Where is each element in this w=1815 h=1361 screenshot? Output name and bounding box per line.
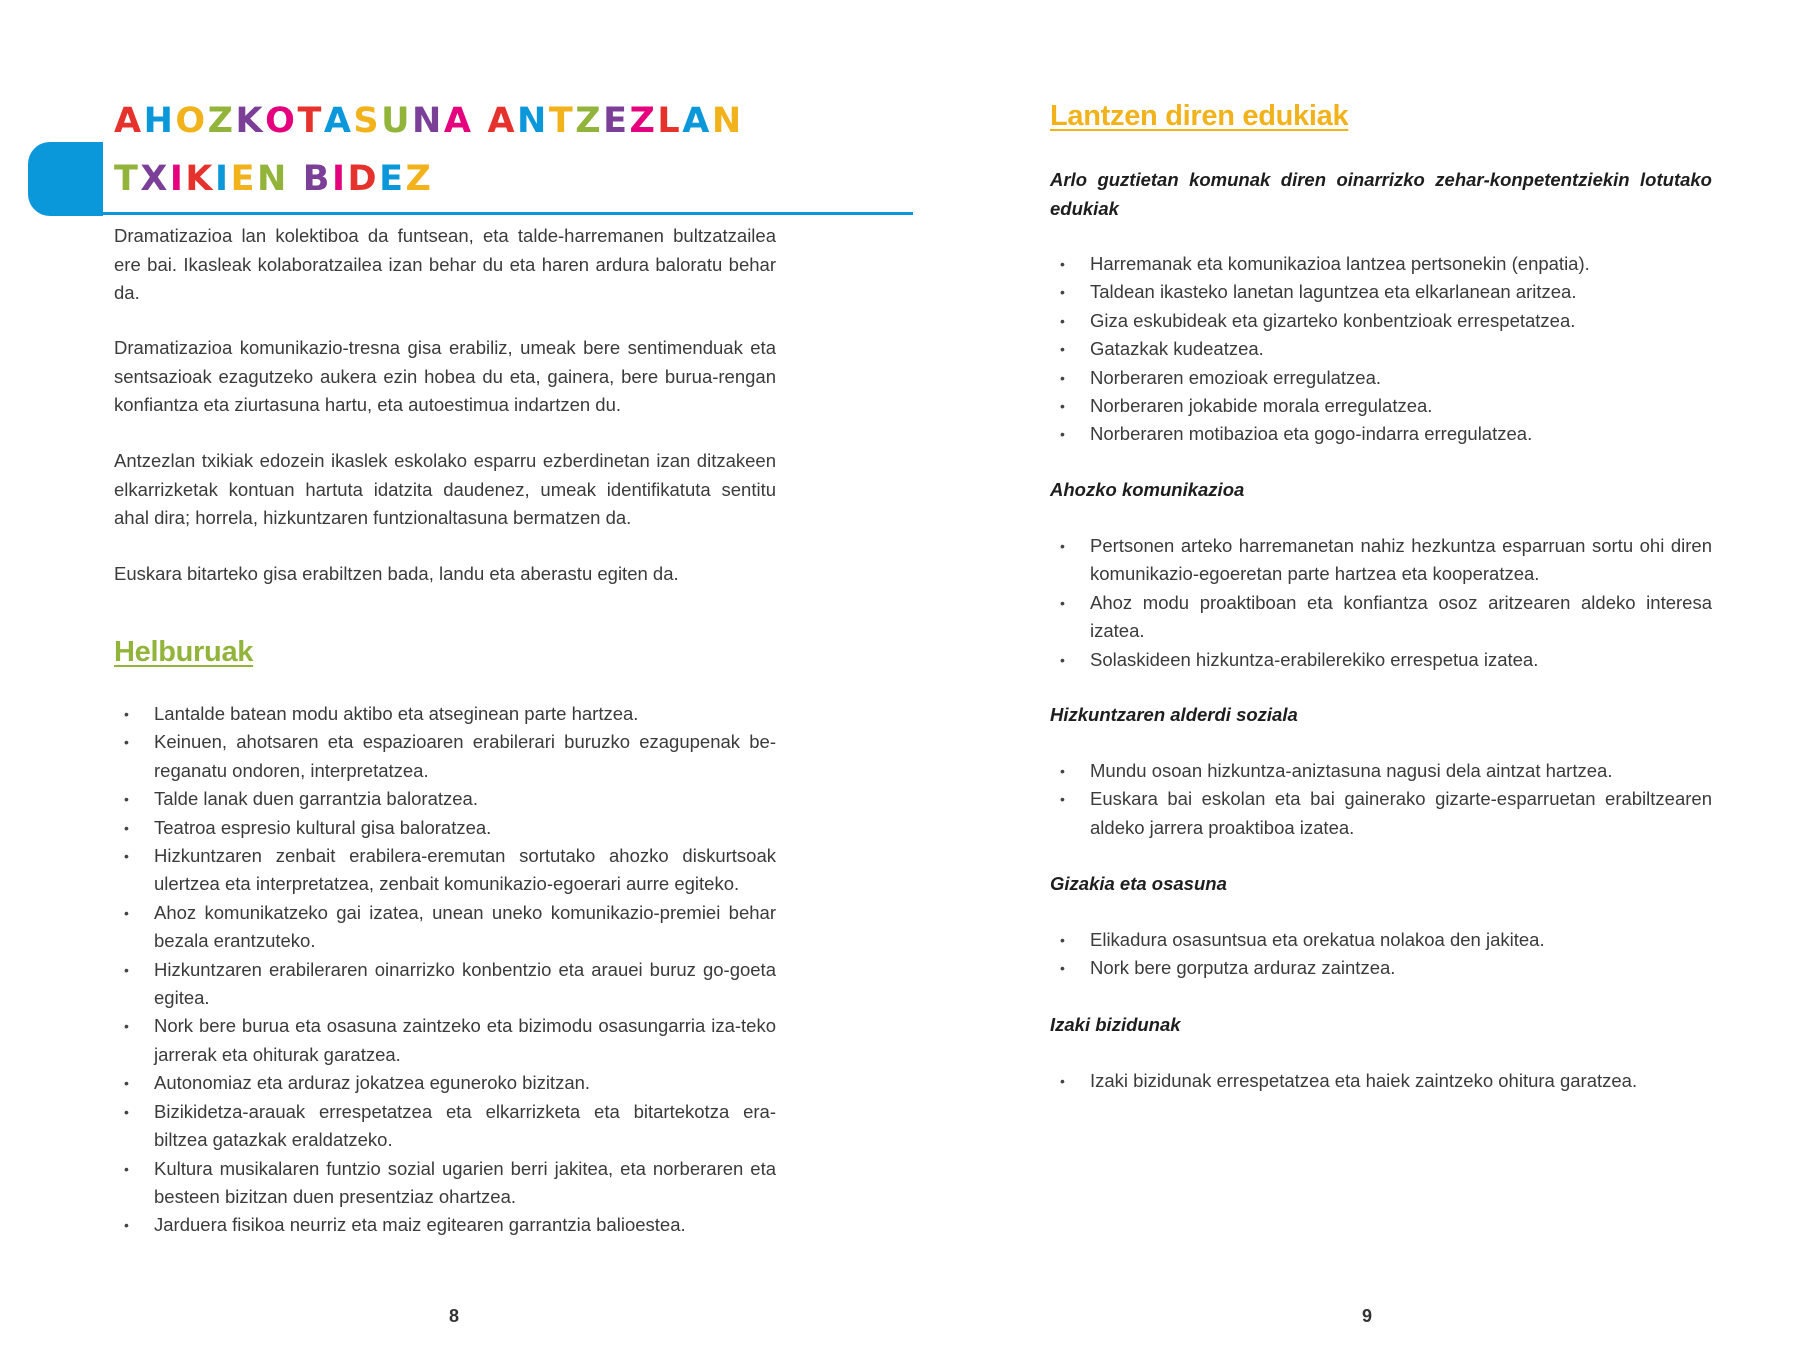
list-item: • Gatazkak kudeatzea.	[1050, 335, 1712, 363]
list-item: • Pertsonen arteko harremanetan nahiz hezkuntza esparruan sortu ohi diren komunikazio-egoeretan parte hartzea eta kooperatzea.	[1050, 532, 1712, 589]
bizidunak-list	[1050, 1067, 1712, 1095]
intro-paragraph-2: Dramatizazioa komunikazio-tresna gisa erabiliz, umeak bere sentimenduak eta sentsazioak ezagutzeko aukera ezin hobea du eta, gainera, bere burua-rengan konfiantza eta ziurtasuna hartu, eta autoestimua indartzen du.	[114, 337, 776, 415]
section-title-soziala: Hizkuntzaren alderdi soziala	[1050, 704, 1298, 725]
list-item: • Bizikidetza-arauak errespetatzea eta elkarrizketa eta bitartekotza era-biltzea gatazkak eraldatzeko.	[114, 1098, 776, 1155]
list-item: • Norberaren jokabide morala erregulatzea.	[1050, 392, 1712, 420]
list-item: • Solaskideen hizkuntza-erabilerekiko errespetua izatea.	[1050, 646, 1712, 674]
edukiak-heading: Lantzen diren edukiak	[1050, 100, 1349, 132]
competences-list	[1050, 250, 1712, 449]
page-number-left: 8	[449, 1306, 460, 1326]
list-item: • Taldean ikasteko lanetan laguntzea eta elkarlanean aritzea.	[1050, 278, 1712, 306]
list-item: • Harremanak eta komunikazioa lantzea pertsonekin (enpatia).	[1050, 250, 1712, 278]
list-item: • Lantalde batean modu aktibo eta atseginean parte hartzea.	[114, 700, 776, 728]
intro-paragraph-1: Dramatizazioa lan kolektiboa da funtsean, eta talde-harremanen bultzatzailea ere bai. Ikasleak kolaboratzailea izan behar du eta haren ardura baloratu behar da.	[114, 225, 776, 303]
section-title-bizidunak: Izaki bizidunak	[1050, 1014, 1181, 1035]
list-item: • Talde lanak duen garrantzia baloratzea.	[114, 785, 776, 813]
list-item: • Nork bere burua eta osasuna zaintzeko eta bizimodu osasungarria iza-teko jarrerak eta ohiturak garatzea.	[114, 1012, 776, 1069]
section-title-competences: Arlo guztietan komunak diren oinarrizko zehar-konpetentziekin lotutako edukiak	[1050, 169, 1712, 219]
list-item: • Norberaren motibazioa eta gogo-indarra erregulatzea.	[1050, 420, 1712, 448]
page-number-right: 9	[1362, 1306, 1373, 1326]
list-item: • Ahoz komunikatzeko gai izatea, unean uneko komunikazio-premiei behar bezala erantzuteko.	[114, 899, 776, 956]
list-item: • Keinuen, ahotsaren eta espazioaren erabilerari buruzko ezagupenak be-reganatu ondoren, interpretatzea.	[114, 728, 776, 785]
soziala-list	[1050, 757, 1712, 842]
list-item: • Ahoz modu proaktiboan eta konfiantza osoz aritzearen aldeko interesa izatea.	[1050, 589, 1712, 646]
list-item: • Norberaren emozioak erregulatzea.	[1050, 364, 1712, 392]
intro-paragraph-4: Euskara bitarteko gisa erabiltzen bada, landu eta aberastu egiten da.	[114, 563, 679, 584]
helburuak-heading: Helburuak	[114, 636, 254, 668]
intro-paragraph-3: Antzezlan txikiak edozein ikaslek eskolako esparru ezberdinetan izan ditzakeen elkarrizketak kontuan hartuta idatzita daudenez, umeak identifikatuta sentitu ahal dira; horrela, hizkuntzaren funtzionaltasuna bermatzen da.	[114, 450, 776, 528]
list-item: • Hizkuntzaren erabileraren oinarrizko konbentzio eta arauei buruz go-goeta egitea.	[114, 956, 776, 1013]
list-item: • Euskara bai eskolan eta bai gainerako gizarte-esparruetan erabiltzearen aldeko jarrera proaktiboa izatea.	[1050, 785, 1712, 842]
list-item: • Jarduera fisikoa neurriz eta maiz egitearen garrantzia balioestea.	[114, 1211, 776, 1239]
list-item: • Elikadura osasuntsua eta orekatua nolakoa den jakitea.	[1050, 926, 1712, 954]
title-line-2: TXIKIEN BIDEZ	[114, 159, 434, 199]
list-item: • Izaki bizidunak errespetatzea eta haiek zaintzeko ohitura garatzea.	[1050, 1067, 1712, 1095]
osasuna-list	[1050, 926, 1712, 983]
list-item: • Mundu osoan hizkuntza-aniztasuna nagusi dela aintzat hartzea.	[1050, 757, 1712, 785]
list-item: • Teatroa espresio kultural gisa baloratzea.	[114, 814, 776, 842]
title-line-1: AHOZKOTASUNA ANTZEZLAN	[114, 101, 744, 141]
list-item: • Hizkuntzaren zenbait erabilera-eremutan sortutako ahozko diskurtsoak ulertzea eta interpretatzea, zenbait komunikazio-egoerari aurre egiteko.	[114, 842, 776, 899]
section-title-ahozko: Ahozko komunikazioa	[1050, 479, 1245, 500]
list-item: • Kultura musikalaren funtzio sozial ugarien berri jakitea, eta norberaren eta besteen bizitzan duen presentziaz ohartzea.	[114, 1155, 776, 1212]
list-item: • Autonomiaz eta arduraz jokatzea eguneroko bizitzan.	[114, 1069, 776, 1097]
ahozko-list	[1050, 532, 1712, 674]
section-title-osasuna: Gizakia eta osasuna	[1050, 873, 1227, 894]
list-item: • Giza eskubideak eta gizarteko konbentzioak errespetatzea.	[1050, 307, 1712, 335]
list-item: • Nork bere gorputza arduraz zaintzea.	[1050, 954, 1712, 982]
